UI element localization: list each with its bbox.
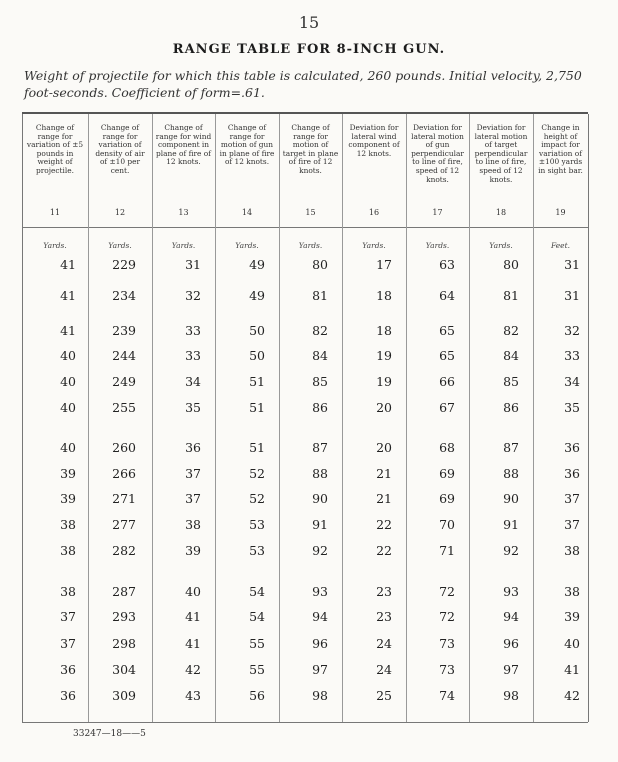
table-cell: 73 (439, 662, 455, 677)
table-cell: 24 (376, 636, 392, 651)
table-cell: 86 (312, 400, 328, 415)
table-cell: 36 (60, 688, 76, 703)
table-cell: 54 (249, 584, 265, 599)
table-cell: 41 (185, 609, 201, 624)
table-cell: 90 (503, 491, 519, 506)
table-cell: 25 (376, 688, 392, 703)
table-cell: 20 (376, 400, 392, 415)
page-number: 15 (298, 13, 320, 32)
table-cell: 234 (112, 288, 136, 303)
column-number: 14 (241, 208, 253, 217)
table-cell: 39 (60, 491, 76, 506)
column-divider (215, 114, 216, 722)
table-cell: 18 (376, 288, 392, 303)
table-cell: 50 (249, 323, 265, 338)
table-cell: 21 (376, 491, 392, 506)
column-number: 16 (368, 208, 380, 217)
table-cell: 52 (249, 466, 265, 481)
table-cell: 55 (249, 662, 265, 677)
table-cell: 65 (439, 348, 455, 363)
column-unit: Yards. (235, 241, 259, 250)
table-cell: 81 (503, 288, 519, 303)
column-number: 12 (114, 208, 126, 217)
table-cell: 298 (112, 636, 136, 651)
table-cell: 309 (112, 688, 136, 703)
table-cell: 244 (112, 348, 136, 363)
table-cell: 81 (312, 288, 328, 303)
table-cell: 72 (439, 584, 455, 599)
column-header: Change of range for wind component in plane of fire of 12 knots. (155, 123, 212, 167)
table-cell: 34 (185, 374, 201, 389)
table-cell: 41 (60, 288, 76, 303)
table-cell: 97 (503, 662, 519, 677)
table-cell: 32 (185, 288, 201, 303)
table-cell: 40 (185, 584, 201, 599)
table-cell: 91 (503, 517, 519, 532)
table-cell: 55 (249, 636, 265, 651)
column-divider (588, 114, 589, 722)
table-cell: 98 (312, 688, 328, 703)
table-cell: 33 (185, 323, 201, 338)
table-cell: 93 (503, 584, 519, 599)
table-cell: 23 (376, 584, 392, 599)
table-cell: 34 (564, 374, 580, 389)
table-cell: 87 (312, 440, 328, 455)
footer-code: 33247—18——5 (73, 729, 146, 739)
table-cell: 31 (185, 257, 201, 272)
table-cell: 85 (503, 374, 519, 389)
table-cell: 229 (112, 257, 136, 272)
table-cell: 40 (60, 374, 76, 389)
column-unit: Yards. (171, 241, 196, 250)
table-cell: 32 (564, 323, 580, 338)
column-unit: Yards. (43, 241, 67, 250)
table-cell: 87 (503, 440, 519, 455)
table-cell: 67 (439, 400, 455, 415)
table-cell: 69 (439, 466, 455, 481)
table-cell: 38 (60, 584, 76, 599)
table-cell: 287 (112, 584, 136, 599)
column-unit: Yards. (108, 241, 132, 250)
table-cell: 24 (376, 662, 392, 677)
table-cell: 266 (112, 466, 136, 481)
column-number: 17 (432, 208, 443, 217)
table-cell: 35 (564, 400, 580, 415)
table-cell: 19 (376, 348, 392, 363)
column-divider (469, 114, 470, 722)
column-unit: Feet. (550, 241, 571, 250)
column-unit: Yards. (489, 241, 513, 250)
table-cell: 51 (249, 440, 265, 455)
table-cell: 41 (60, 257, 76, 272)
table-cell: 33 (185, 348, 201, 363)
table-cell: 239 (112, 323, 136, 338)
table-cell: 82 (312, 323, 328, 338)
table-cell: 53 (249, 517, 265, 532)
header-separator (22, 227, 588, 228)
table-cell: 82 (503, 323, 519, 338)
table-cell: 54 (249, 609, 265, 624)
column-divider (406, 114, 407, 722)
column-divider (152, 114, 153, 722)
table-cell: 49 (249, 288, 265, 303)
table-cell: 98 (503, 688, 519, 703)
table-cell: 90 (312, 491, 328, 506)
column-header: Change of range for motion of gun in plane of fire of 12 knots. (219, 123, 275, 167)
column-divider (22, 114, 23, 722)
table-cell: 40 (60, 348, 76, 363)
table-cell: 97 (312, 662, 328, 677)
table-cell: 51 (249, 374, 265, 389)
table-cell: 255 (112, 400, 136, 415)
table-cell: 41 (564, 662, 580, 677)
table-cell: 51 (249, 400, 265, 415)
table-cell: 33 (564, 348, 580, 363)
table-cell: 70 (439, 517, 455, 532)
column-header: Change in height of impact for variation of ±100 yards in sight bar. (538, 123, 583, 175)
table-cell: 22 (376, 517, 392, 532)
table-cell: 39 (185, 543, 201, 558)
table-cell: 71 (439, 543, 455, 558)
table-cell: 37 (185, 466, 201, 481)
column-divider (533, 114, 534, 722)
table-cell: 37 (185, 491, 201, 506)
table-cell: 68 (439, 440, 455, 455)
table-cell: 18 (376, 323, 392, 338)
table-cell: 38 (185, 517, 201, 532)
table-cell: 43 (185, 688, 201, 703)
table-cell: 52 (249, 491, 265, 506)
table-cell: 66 (439, 374, 455, 389)
table-cell: 80 (312, 257, 328, 272)
table-cell: 38 (60, 543, 76, 558)
table-cell: 38 (60, 517, 76, 532)
table-cell: 92 (503, 543, 519, 558)
table-cell: 85 (312, 374, 328, 389)
column-unit: Yards. (425, 241, 450, 250)
table-cell: 80 (503, 257, 519, 272)
table-cell: 74 (439, 688, 455, 703)
table-cell: 65 (439, 323, 455, 338)
table-cell: 36 (564, 440, 580, 455)
table-cell: 38 (564, 543, 580, 558)
table-cell: 88 (503, 466, 519, 481)
column-header: Deviation for lateral wind component of 12 knots. (348, 123, 400, 158)
table-cell: 23 (376, 609, 392, 624)
table-cell: 39 (564, 609, 580, 624)
table-cell: 19 (376, 374, 392, 389)
table-cell: 293 (112, 609, 136, 624)
table-cell: 304 (112, 662, 136, 677)
table-cell: 84 (312, 348, 328, 363)
table-cell: 92 (312, 543, 328, 558)
column-unit: Yards. (298, 241, 323, 250)
table-cell: 249 (112, 374, 136, 389)
table-cell: 69 (439, 491, 455, 506)
table-cell: 96 (312, 636, 328, 651)
table-cell: 21 (376, 466, 392, 481)
column-number: 13 (178, 208, 189, 217)
column-header: Deviation for lateral motion of gun perpendicular to line of fire, speed of 12 knots. (411, 123, 464, 184)
table-cell: 260 (112, 440, 136, 455)
table-subtitle: Weight of projectile for which this table is calculated, 260 pounds. Initial velocity, 2,750 foot-seconds. Coefficient of form=.61. (24, 68, 582, 100)
table-cell: 36 (185, 440, 201, 455)
table-cell: 36 (60, 662, 76, 677)
table-cell: 63 (439, 257, 455, 272)
table-cell: 271 (112, 491, 136, 506)
table-cell: 31 (564, 257, 580, 272)
page-title: RANGE TABLE FOR 8-INCH GUN. (172, 42, 446, 57)
table-cell: 282 (112, 543, 136, 558)
table-cell: 40 (564, 636, 580, 651)
table-cell: 86 (503, 400, 519, 415)
column-header: Change of range for variation of ±5 pounds in weight of projectile. (26, 123, 84, 175)
column-number: 15 (305, 208, 316, 217)
column-divider (88, 114, 89, 722)
table-cell: 88 (312, 466, 328, 481)
column-unit: Yards. (362, 241, 386, 250)
column-header: Deviation for lateral motion of target perpendicular to line of fire, speed of 12 knots. (474, 123, 528, 184)
column-header: Change of range for variation of density of air of ±10 per cent. (95, 123, 145, 175)
table-cell: 277 (112, 517, 136, 532)
table-cell: 56 (249, 688, 265, 703)
table-cell: 37 (60, 636, 76, 651)
table-cell: 17 (376, 257, 392, 272)
column-divider (342, 114, 343, 722)
table-cell: 96 (503, 636, 519, 651)
table-cell: 41 (185, 636, 201, 651)
range-table (22, 112, 588, 723)
table-cell: 36 (564, 466, 580, 481)
table-cell: 35 (185, 400, 201, 415)
table-cell: 94 (312, 609, 328, 624)
table-cell: 39 (60, 466, 76, 481)
table-cell: 72 (439, 609, 455, 624)
table-cell: 93 (312, 584, 328, 599)
column-number: 18 (495, 208, 507, 217)
table-cell: 94 (503, 609, 519, 624)
table-cell: 91 (312, 517, 328, 532)
table-cell: 73 (439, 636, 455, 651)
column-number: 11 (49, 208, 61, 217)
column-number: 19 (555, 208, 566, 217)
table-cell: 50 (249, 348, 265, 363)
table-cell: 49 (249, 257, 265, 272)
table-cell: 20 (376, 440, 392, 455)
column-header: Change of range for motion of target in plane of fire of 12 knots. (282, 123, 339, 175)
table-cell: 37 (60, 609, 76, 624)
table-cell: 38 (564, 584, 580, 599)
table-cell: 64 (439, 288, 455, 303)
table-cell: 22 (376, 543, 392, 558)
table-cell: 42 (564, 688, 580, 703)
table-cell: 42 (185, 662, 201, 677)
table-cell: 53 (249, 543, 265, 558)
table-cell: 40 (60, 440, 76, 455)
table-cell: 37 (564, 517, 580, 532)
table-cell: 31 (564, 288, 580, 303)
table-cell: 84 (503, 348, 519, 363)
table-cell: 40 (60, 400, 76, 415)
table-cell: 37 (564, 491, 580, 506)
table-cell: 41 (60, 323, 76, 338)
column-divider (279, 114, 280, 722)
